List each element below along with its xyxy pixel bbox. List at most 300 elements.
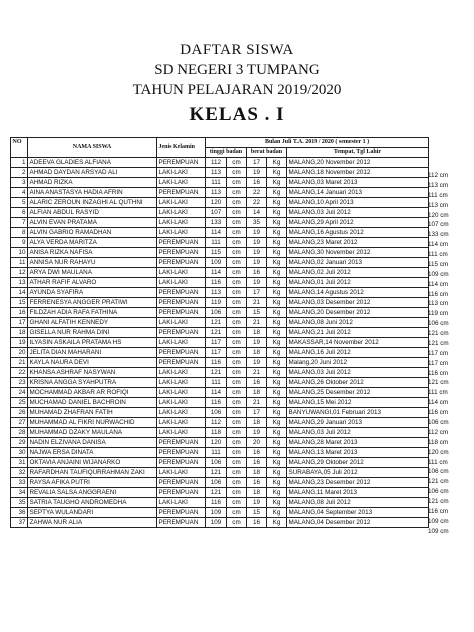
cell-jenis-kelamin: LAKI-LAKI [157, 378, 206, 388]
cell-tempat-tgl-lahir: MALANG,23 Maret 2012 [287, 238, 429, 248]
cell-no: 9 [11, 238, 28, 248]
cell-tempat-tgl-lahir: MALANG,08 Juli 2012 [287, 498, 429, 508]
cell-berat-unit: Kg [267, 218, 287, 228]
cell-tinggi: 106 [206, 408, 227, 418]
cell-jenis-kelamin: PEREMPUAN [157, 518, 206, 528]
extra-height-value: 111 cm [428, 191, 448, 199]
cell-tinggi: 114 [206, 268, 227, 278]
cell-berat-unit: Kg [267, 468, 287, 478]
cell-jenis-kelamin: LAKI-LAKI [157, 218, 206, 228]
cell-nama: KHANSA ASHRAF NASYWAN [28, 368, 157, 378]
table-row [11, 478, 429, 488]
cell-tinggi: 111 [206, 238, 227, 248]
extra-height-value: 116 cm [428, 507, 449, 515]
cell-nama: ADEEVA GLADIES ALFIANA [28, 158, 157, 168]
cell-no: 36 [11, 508, 28, 518]
cell-tempat-tgl-lahir: MALANG,13 Maret 2013 [287, 448, 429, 458]
cell-tinggi: 133 [206, 218, 227, 228]
cell-tinggi-unit: cm [227, 498, 247, 508]
cell-no: 3 [11, 178, 28, 188]
cell-nama: ALYA VERDA MARITZA [28, 238, 157, 248]
cell-tinggi-unit: cm [227, 448, 247, 458]
cell-berat: 16 [247, 478, 267, 488]
cell-berat: 18 [247, 468, 267, 478]
col-header-tinggi: tinggi badan [206, 148, 247, 158]
cell-tinggi-unit: cm [227, 318, 247, 328]
extra-height-value: 109 cm [428, 527, 449, 535]
cell-berat-unit: Kg [267, 438, 287, 448]
cell-nama: RAFARDHAN TAUFIQURRAHMAN ZAKI [28, 468, 157, 478]
cell-tinggi: 120 [206, 198, 227, 208]
cell-no: 14 [11, 288, 28, 298]
cell-tinggi: 121 [206, 488, 227, 498]
cell-no: 29 [11, 438, 28, 448]
extra-height-value: 106 cm [428, 419, 449, 426]
cell-tempat-tgl-lahir: MALANG,02 Juli 2012 [287, 268, 429, 278]
cell-tinggi: 117 [206, 348, 227, 358]
cell-nama: AINA ANASTASYA HADIA AFRIN [28, 188, 157, 198]
cell-jenis-kelamin: LAKI-LAKI [157, 408, 206, 418]
cell-tinggi: 106 [206, 458, 227, 468]
extra-height-value: 116 cm [428, 369, 449, 377]
cell-tinggi: 111 [206, 448, 227, 458]
cell-berat: 17 [247, 408, 267, 418]
cell-berat-unit: Kg [267, 408, 287, 418]
table-row [11, 438, 429, 448]
table-row [11, 368, 429, 378]
cell-berat: 19 [247, 238, 267, 248]
table-row [11, 488, 429, 498]
cell-jenis-kelamin: PEREMPUAN [157, 448, 206, 458]
cell-tempat-tgl-lahir: MALANG,20 November 2012 [287, 158, 429, 168]
cell-tinggi-unit: cm [227, 368, 247, 378]
extra-height-value: 112 cm [428, 172, 449, 179]
cell-tempat-tgl-lahir: MALANG,01 Juli 2012 [287, 278, 429, 288]
table-row [11, 498, 429, 508]
cell-no: 34 [11, 488, 28, 498]
extra-height-value: 111 cm [428, 389, 448, 397]
cell-berat: 21 [247, 368, 267, 378]
table-row [11, 408, 429, 418]
cell-nama: MUHAMMAD AL FIKRI NURWACHID [28, 418, 157, 428]
cell-berat: 22 [247, 198, 267, 208]
cell-berat-unit: Kg [267, 488, 287, 498]
extra-height-value: 114 cm [428, 399, 449, 407]
cell-tinggi-unit: cm [227, 458, 247, 468]
cell-jenis-kelamin: LAKI-LAKI [157, 268, 206, 278]
cell-berat: 18 [247, 348, 267, 358]
cell-berat: 19 [247, 168, 267, 178]
cell-tempat-tgl-lahir: MALANG,29 April 2012 [287, 218, 429, 228]
col-header-jenis-kelamin: Jenis Kelamin [157, 138, 206, 158]
cell-jenis-kelamin: LAKI-LAKI [157, 428, 206, 438]
extra-height-value: 133 cm [428, 231, 449, 239]
cell-tinggi: 120 [206, 438, 227, 448]
cell-jenis-kelamin: LAKI-LAKI [157, 388, 206, 398]
cell-tinggi: 116 [206, 358, 227, 368]
cell-no: 24 [11, 388, 28, 398]
cell-tempat-tgl-lahir: MALANG,03 Maret 2013 [287, 178, 429, 188]
cell-no: 11 [11, 258, 28, 268]
cell-no: 13 [11, 278, 28, 288]
cell-tempat-tgl-lahir: Malang,20 Juni 2012 [287, 358, 429, 368]
cell-tempat-tgl-lahir: MALANG,14 Agustus 2012 [287, 288, 429, 298]
table-row [11, 468, 429, 478]
table-row [11, 258, 429, 268]
table-row [11, 198, 429, 208]
cell-berat: 20 [247, 438, 267, 448]
cell-berat: 15 [247, 308, 267, 318]
cell-nama: KRISNA ANGGA SYAHPUTRA [28, 378, 157, 388]
extra-height-value: 114 cm [428, 280, 449, 288]
cell-jenis-kelamin: LAKI-LAKI [157, 498, 206, 508]
extra-height-value: 121 cm [428, 330, 449, 338]
cell-berat: 19 [247, 258, 267, 268]
cell-berat: 18 [247, 418, 267, 428]
cell-jenis-kelamin: PEREMPUAN [157, 508, 206, 518]
cell-berat: 16 [247, 268, 267, 278]
cell-tempat-tgl-lahir: MALANG,29 Januari 2013 [287, 418, 429, 428]
cell-nama: KAYLA NAURA DEVI [28, 358, 157, 368]
extra-height-value: 111 cm [428, 458, 448, 466]
cell-jenis-kelamin: PEREMPUAN [157, 298, 206, 308]
cell-berat-unit: Kg [267, 428, 287, 438]
table-row [11, 178, 429, 188]
cell-nama: FILDZAH ADIA RAFA FATHINA [28, 308, 157, 318]
cell-tinggi: 106 [206, 308, 227, 318]
cell-no: 31 [11, 458, 28, 468]
table-row [11, 518, 429, 528]
cell-berat: 15 [247, 508, 267, 518]
cell-tempat-tgl-lahir: MALANG,04 Desember 2012 [287, 518, 429, 528]
cell-jenis-kelamin: PEREMPUAN [157, 348, 206, 358]
cell-tinggi: 115 [206, 248, 227, 258]
table-row [11, 318, 429, 328]
cell-berat-unit: Kg [267, 478, 287, 488]
table-row [11, 448, 429, 458]
cell-nama: GISELLA NUR RAHMA DINI [28, 328, 157, 338]
cell-tinggi-unit: cm [227, 478, 247, 488]
cell-jenis-kelamin: PEREMPUAN [157, 308, 206, 318]
extra-height-value: 106 cm [428, 468, 449, 476]
cell-tinggi-unit: cm [227, 378, 247, 388]
cell-berat-unit: Kg [267, 288, 287, 298]
cell-nama: ILYASIN ASKAILA PRATAMA HS [28, 338, 157, 348]
table-row [11, 398, 429, 408]
cell-tempat-tgl-lahir: MALANG,14 Januari 2013 [287, 188, 429, 198]
cell-tinggi: 106 [206, 478, 227, 488]
extra-height-value: 113 cm [428, 201, 449, 209]
cell-tinggi-unit: cm [227, 358, 247, 368]
cell-berat: 19 [247, 338, 267, 348]
cell-tempat-tgl-lahir: MALANG,30 November 2012 [287, 248, 429, 258]
cell-tinggi: 113 [206, 288, 227, 298]
cell-no: 26 [11, 408, 28, 418]
table-row [11, 158, 429, 168]
table-row [11, 298, 429, 308]
cell-no: 12 [11, 268, 28, 278]
extra-height-value: 120 cm [428, 211, 449, 219]
cell-tinggi: 109 [206, 258, 227, 268]
cell-berat: 19 [247, 228, 267, 238]
cell-no: 15 [11, 298, 28, 308]
cell-jenis-kelamin: PEREMPUAN [157, 488, 206, 498]
col-header-bulan: Bulan Juli T.A. 2019 / 2020 ( semester 1 ) [206, 138, 429, 148]
cell-tinggi: 117 [206, 338, 227, 348]
table-row [11, 328, 429, 338]
cell-tinggi: 121 [206, 368, 227, 378]
cell-tempat-tgl-lahir: MALANG,02 Januari 2013 [287, 258, 429, 268]
cell-tinggi: 121 [206, 318, 227, 328]
cell-tinggi: 121 [206, 468, 227, 478]
cell-nama: MOCHAMMAD AKBAR AR ROFIQI [28, 388, 157, 398]
cell-tinggi-unit: cm [227, 268, 247, 278]
cell-jenis-kelamin: LAKI-LAKI [157, 178, 206, 188]
cell-berat-unit: Kg [267, 278, 287, 288]
cell-berat: 19 [247, 428, 267, 438]
cell-tinggi: 111 [206, 178, 227, 188]
table-row [11, 458, 429, 468]
cell-berat-unit: Kg [267, 348, 287, 358]
cell-tinggi: 116 [206, 278, 227, 288]
cell-berat-unit: Kg [267, 378, 287, 388]
cell-tinggi-unit: cm [227, 438, 247, 448]
table-row [11, 238, 429, 248]
cell-tempat-tgl-lahir: MALANG,04 September 2013 [287, 508, 429, 518]
cell-tinggi-unit: cm [227, 258, 247, 268]
cell-tinggi-unit: cm [227, 348, 247, 358]
extra-height-value: 114 cm [428, 241, 449, 249]
cell-tinggi: 116 [206, 398, 227, 408]
cell-tempat-tgl-lahir: MALANG,20 Desember 2012 [287, 308, 429, 318]
extra-height-value: 121 cm [428, 478, 449, 486]
cell-tinggi-unit: cm [227, 198, 247, 208]
cell-nama: RAYSA AFIKA PUTRI [28, 478, 157, 488]
cell-berat-unit: Kg [267, 178, 287, 188]
table-row [11, 418, 429, 428]
cell-nama: ZAHWA NUR ALIA [28, 518, 157, 528]
cell-no: 6 [11, 208, 28, 218]
cell-jenis-kelamin: PEREMPUAN [157, 238, 206, 248]
cell-tinggi-unit: cm [227, 168, 247, 178]
cell-no: 32 [11, 468, 28, 478]
cell-jenis-kelamin: PEREMPUAN [157, 258, 206, 268]
cell-jenis-kelamin: PEREMPUAN [157, 478, 206, 488]
extra-height-value: 115 cm [428, 260, 449, 268]
col-header-berat: berat badan [247, 148, 287, 158]
cell-nama: NAJWA ERSA DINATA [28, 448, 157, 458]
cell-no: 21 [11, 358, 28, 368]
cell-nama: ALARIC ZEROUN INZAGHI AL QUTHNI [28, 198, 157, 208]
cell-nama: ANISA RIZKA NAFISA [28, 248, 157, 258]
cell-berat-unit: Kg [267, 308, 287, 318]
cell-jenis-kelamin: PEREMPUAN [157, 458, 206, 468]
cell-tinggi-unit: cm [227, 218, 247, 228]
table-row [11, 248, 429, 258]
cell-berat-unit: Kg [267, 458, 287, 468]
cell-berat-unit: Kg [267, 358, 287, 368]
cell-berat-unit: Kg [267, 418, 287, 428]
cell-no: 28 [11, 428, 28, 438]
cell-berat-unit: Kg [267, 248, 287, 258]
cell-no: 1 [11, 158, 28, 168]
cell-jenis-kelamin: PEREMPUAN [157, 358, 206, 368]
cell-jenis-kelamin: LAKI-LAKI [157, 198, 206, 208]
cell-nama: FERRENESYA ANGGER PRATIWI [28, 298, 157, 308]
cell-jenis-kelamin: LAKI-LAKI [157, 398, 206, 408]
extra-height-value: 111 cm [428, 251, 448, 259]
cell-no: 2 [11, 168, 28, 178]
cell-tinggi-unit: cm [227, 418, 247, 428]
extra-height-value: 119 cm [428, 310, 449, 318]
extra-height-value: 113 cm [428, 181, 449, 189]
cell-berat-unit: Kg [267, 388, 287, 398]
cell-tinggi-unit: cm [227, 518, 247, 528]
cell-nama: MUHAMMAD DZAKY MAULANA [28, 428, 157, 438]
cell-tempat-tgl-lahir: MALANG,10 April 2013 [287, 198, 429, 208]
cell-tinggi: 121 [206, 328, 227, 338]
cell-tinggi-unit: cm [227, 328, 247, 338]
cell-tempat-tgl-lahir: MALANG,29 Oktober 2012 [287, 458, 429, 468]
cell-tinggi-unit: cm [227, 288, 247, 298]
cell-jenis-kelamin: LAKI-LAKI [157, 338, 206, 348]
cell-tempat-tgl-lahir: MALANG,03 Desember 2012 [287, 298, 429, 308]
table-row [11, 278, 429, 288]
cell-no: 8 [11, 228, 28, 238]
cell-berat-unit: Kg [267, 208, 287, 218]
cell-berat: 17 [247, 288, 267, 298]
cell-tinggi: 114 [206, 388, 227, 398]
cell-no: 5 [11, 198, 28, 208]
cell-nama: NADIN ELZIVANA DANISA [28, 438, 157, 448]
cell-jenis-kelamin: PEREMPUAN [157, 248, 206, 258]
cell-tempat-tgl-lahir: MALANG,25 Desember 2012 [287, 388, 429, 398]
cell-tinggi-unit: cm [227, 388, 247, 398]
cell-jenis-kelamin: LAKI-LAKI [157, 208, 206, 218]
cell-nama: GHANI ALFATIH KENNEDY [28, 318, 157, 328]
table-row [11, 428, 429, 438]
cell-jenis-kelamin: LAKI-LAKI [157, 368, 206, 378]
cell-berat: 18 [247, 488, 267, 498]
cell-no: 27 [11, 418, 28, 428]
cell-nama: AHMAD DAYDAN ARSYAD ALI [28, 168, 157, 178]
cell-tinggi: 116 [206, 498, 227, 508]
cell-berat-unit: Kg [267, 338, 287, 348]
cell-tinggi-unit: cm [227, 228, 247, 238]
extra-height-value: 118 cm [428, 438, 449, 446]
table-row [11, 288, 429, 298]
cell-tempat-tgl-lahir: MALANG,03 Juli 2012 [287, 428, 429, 438]
extra-height-value: 120 cm [428, 448, 449, 456]
table-row [11, 348, 429, 358]
cell-jenis-kelamin: LAKI-LAKI [157, 228, 206, 238]
cell-tinggi-unit: cm [227, 278, 247, 288]
cell-berat: 22 [247, 188, 267, 198]
cell-no: 30 [11, 448, 28, 458]
cell-berat-unit: Kg [267, 258, 287, 268]
cell-berat: 19 [247, 278, 267, 288]
cell-tempat-tgl-lahir: MALANG,23 Desember 2012 [287, 478, 429, 488]
cell-jenis-kelamin: PEREMPUAN [157, 438, 206, 448]
table-row [11, 218, 429, 228]
cell-berat: 16 [247, 178, 267, 188]
cell-nama: ALFIAN ABDUL RASYID [28, 208, 157, 218]
cell-nama: JELITA DIAN MAHARANI [28, 348, 157, 358]
cell-tinggi: 107 [206, 208, 227, 218]
school-name: SD NEGERI 3 TUMPANG [154, 62, 320, 78]
cell-tempat-tgl-lahir: MALANG,11 Maret 2013 [287, 488, 429, 498]
extra-height-value: 106 cm [428, 488, 449, 496]
cell-tempat-tgl-lahir: MALANG,16 Agustus 2012 [287, 228, 429, 238]
cell-berat-unit: Kg [267, 448, 287, 458]
cell-berat-unit: Kg [267, 188, 287, 198]
cell-berat: 19 [247, 498, 267, 508]
cell-no: 25 [11, 398, 28, 408]
cell-no: 7 [11, 218, 28, 228]
cell-tempat-tgl-lahir: MALANG,08 Juni 2012 [287, 318, 429, 328]
cell-jenis-kelamin: LAKI-LAKI [157, 418, 206, 428]
cell-tinggi-unit: cm [227, 248, 247, 258]
cell-nama: REVALIA SALSA ANGGRAENI [28, 488, 157, 498]
cell-no: 17 [11, 318, 28, 328]
cell-tinggi-unit: cm [227, 208, 247, 218]
cell-nama: ALVIN GABRIO RAMADHAN [28, 228, 157, 238]
cell-nama: ARYA DWI MAULANA [28, 268, 157, 278]
academic-year: TAHUN PELAJARAN 2019/2020 [132, 82, 342, 98]
cell-no: 37 [11, 518, 28, 528]
cell-tinggi: 113 [206, 188, 227, 198]
extra-height-value: 117 cm [428, 359, 449, 367]
cell-nama: MUCHAMAD DANIEL BACHROIN [28, 398, 157, 408]
cell-berat-unit: Kg [267, 158, 287, 168]
cell-berat: 21 [247, 398, 267, 408]
cell-berat: 21 [247, 298, 267, 308]
cell-berat-unit: Kg [267, 328, 287, 338]
cell-berat: 19 [247, 248, 267, 258]
extra-height-value: 121 cm [428, 498, 449, 506]
cell-berat: 16 [247, 378, 267, 388]
cell-tinggi-unit: cm [227, 488, 247, 498]
cell-berat: 19 [247, 358, 267, 368]
cell-no: 23 [11, 378, 28, 388]
cell-tinggi-unit: cm [227, 308, 247, 318]
cell-no: 4 [11, 188, 28, 198]
cell-berat: 14 [247, 208, 267, 218]
cell-tinggi-unit: cm [227, 468, 247, 478]
cell-tinggi-unit: cm [227, 178, 247, 188]
table-row [11, 388, 429, 398]
cell-nama: MUHAMAD ZHAFRAN FATIH [28, 408, 157, 418]
cell-tempat-tgl-lahir: MALANG,15 Mei 2012 [287, 398, 429, 408]
cell-no: 18 [11, 328, 28, 338]
cell-tempat-tgl-lahir: MALANG,16 Juli 2012 [287, 348, 429, 358]
cell-no: 33 [11, 478, 28, 488]
cell-jenis-kelamin: LAKI-LAKI [157, 468, 206, 478]
col-header-no: NO [11, 138, 28, 158]
cell-nama: ANNISA NUR RAHAYU [28, 258, 157, 268]
cell-berat-unit: Kg [267, 318, 287, 328]
cell-berat: 16 [247, 518, 267, 528]
table-row [11, 338, 429, 348]
extra-height-value: 116 cm [428, 290, 449, 298]
cell-berat: 21 [247, 318, 267, 328]
extra-height-value: 106 cm [428, 320, 449, 328]
cell-tempat-tgl-lahir: MAKASSAR,14 November 2012 [287, 338, 429, 348]
doc-title: DAFTAR SISWA [180, 42, 294, 58]
cell-tinggi-unit: cm [227, 428, 247, 438]
cell-tempat-tgl-lahir: MALANG,26 Oktober 2012 [287, 378, 429, 388]
cell-no: 35 [11, 498, 28, 508]
